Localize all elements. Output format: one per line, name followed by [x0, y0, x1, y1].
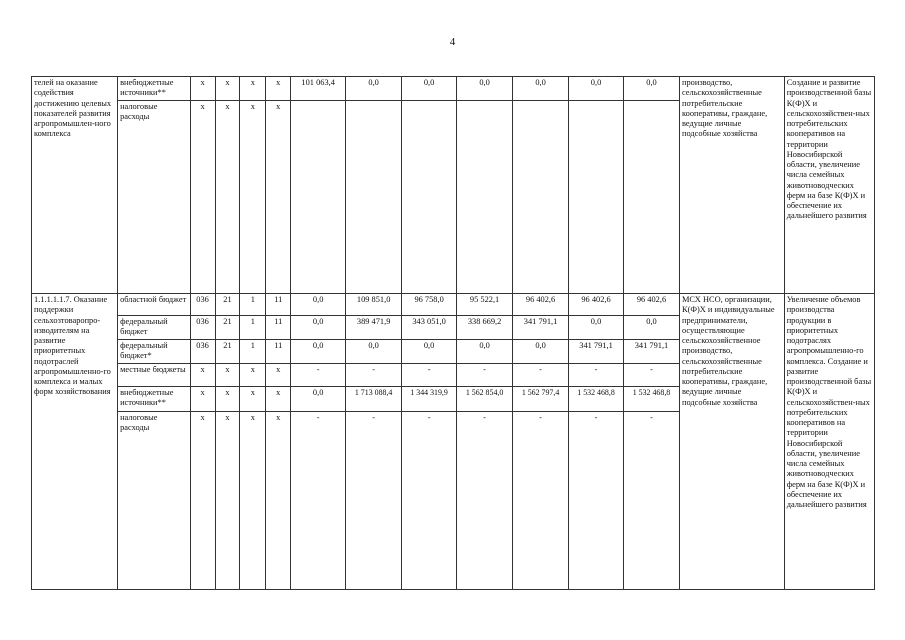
code-pp-cell: x [240, 77, 266, 101]
code-om-cell: x [266, 100, 291, 294]
value-cell: 0,0 [291, 340, 346, 364]
code-pp-cell: x [240, 364, 266, 387]
value-cell: 0,0 [291, 316, 346, 340]
value-cell: 1 344 319,9 [402, 387, 457, 412]
code-om-cell: 11 [266, 340, 291, 364]
code-grbs-cell: x [190, 364, 215, 387]
value-cell: 341 791,1 [569, 340, 624, 364]
value-cell: 96 402,6 [569, 294, 624, 316]
code-pp-cell: 1 [240, 340, 266, 364]
funding-source-cell: федеральный бюджет [118, 316, 191, 340]
code-om-cell: x [266, 77, 291, 101]
value-cell: 0,0 [291, 294, 346, 316]
value-cell: - [569, 412, 624, 590]
value-cell [346, 100, 402, 294]
code-grbs-cell: 036 [190, 316, 215, 340]
code-grbs-cell: x [190, 387, 215, 412]
code-pp-cell: x [240, 100, 266, 294]
executors-cell: производство, сельскохозяйственные потребительские кооперативы, граждане, ведущие личные подсобные хозяйства [679, 77, 784, 294]
code-grbs-cell: x [190, 412, 215, 590]
value-cell: 1 562 797,4 [513, 387, 569, 412]
code-om-cell: x [266, 364, 291, 387]
code-om-cell: 11 [266, 316, 291, 340]
code-gp-cell: 21 [215, 316, 240, 340]
code-gp-cell: 21 [215, 340, 240, 364]
value-cell: 95 522,1 [457, 294, 513, 316]
value-cell: 0,0 [402, 77, 457, 101]
code-pp-cell: 1 [240, 316, 266, 340]
value-cell: - [569, 364, 624, 387]
value-cell: 0,0 [346, 77, 402, 101]
code-grbs-cell: 036 [190, 294, 215, 316]
expected-result-cell: Создание и развитие производственной базы К(Ф)Х и сельскохозяйствен-ных потребительских кооперативов на территории Новосибирской области, увеличение числа семейных животноводческих ферм на базе К(Ф)Х и обеспечение их дальнейшего развития [784, 77, 874, 294]
funding-source-cell: местные бюджеты [118, 364, 191, 387]
value-cell: 109 851,0 [346, 294, 402, 316]
funding-source-cell: налоговые расходы [118, 412, 191, 590]
code-pp-cell: x [240, 387, 266, 412]
code-om-cell: 11 [266, 294, 291, 316]
value-cell: - [291, 412, 346, 590]
value-cell: 0,0 [513, 340, 569, 364]
funding-source-cell: областной бюджет [118, 294, 191, 316]
funding-source-cell: внебюджетные источники** [118, 387, 191, 412]
value-cell [291, 100, 346, 294]
value-cell: 0,0 [624, 77, 680, 101]
value-cell [457, 100, 513, 294]
value-cell: 0,0 [291, 387, 346, 412]
value-cell: 0,0 [402, 340, 457, 364]
code-gp-cell: x [215, 387, 240, 412]
code-om-cell: x [266, 387, 291, 412]
value-cell: 0,0 [569, 316, 624, 340]
value-cell: - [346, 364, 402, 387]
value-cell: - [624, 364, 680, 387]
value-cell: 338 669,2 [457, 316, 513, 340]
value-cell: - [513, 412, 569, 590]
value-cell: 96 758,0 [402, 294, 457, 316]
code-pp-cell: 1 [240, 294, 266, 316]
expected-result-cell: Увеличение объемов производства продукции в приоритетных подотраслях агропромышленно-го комплекса. Создание и развитие производственной базы К(Ф)Х и сельскохозяйствен-ных потребительских кооперативов на территории Новосибирской области, увеличение числа семейных животноводческих ферм на базе К(Ф)Х и обеспечение их дальнейшего развития [784, 294, 874, 590]
value-cell: - [624, 412, 680, 590]
value-cell: 1 562 854,0 [457, 387, 513, 412]
table-row [32, 77, 875, 101]
code-gp-cell: x [215, 100, 240, 294]
value-cell: 101 063,4 [291, 77, 346, 101]
measure-name-cell: 1.1.1.1.1.7. Оказание поддержки сельхозтоваропро-изводителям на развитие приоритетных подотраслей агропромышленно-го комплекса и малых форм хозяйствования [32, 294, 118, 590]
value-cell: 343 051,0 [402, 316, 457, 340]
program-measures-table [31, 76, 875, 590]
table-row [32, 294, 875, 316]
code-om-cell: x [266, 412, 291, 590]
measure-name-cell: телей на оказание содействия достижению целевых показателей развития агропромышлен-ного комплекса [32, 77, 118, 294]
code-gp-cell: x [215, 412, 240, 590]
value-cell: - [346, 412, 402, 590]
value-cell: 0,0 [513, 77, 569, 101]
value-cell [513, 100, 569, 294]
value-cell: 0,0 [569, 77, 624, 101]
value-cell: 1 532 468,8 [624, 387, 680, 412]
code-pp-cell: x [240, 412, 266, 590]
value-cell: 0,0 [457, 77, 513, 101]
value-cell: 1 532 468,8 [569, 387, 624, 412]
funding-source-cell: федеральный бюджет* [118, 340, 191, 364]
value-cell: 341 791,1 [513, 316, 569, 340]
value-cell: 1 713 088,4 [346, 387, 402, 412]
value-cell: - [457, 412, 513, 590]
value-cell: 96 402,6 [513, 294, 569, 316]
value-cell: 96 402,6 [624, 294, 680, 316]
value-cell: - [457, 364, 513, 387]
value-cell: 0,0 [624, 316, 680, 340]
value-cell: - [513, 364, 569, 387]
executors-cell: МСХ НСО, организации, К(Ф)Х и индивидуальные предприниматели, осуществляющие сельскохозяйственное производство, сельскохозяйственные потребительские кооперативы, граждане, ведущие личные подсобные хозяйства [679, 294, 784, 590]
value-cell [624, 100, 680, 294]
value-cell [569, 100, 624, 294]
value-cell: 0,0 [457, 340, 513, 364]
value-cell: 341 791,1 [624, 340, 680, 364]
value-cell: 0,0 [346, 340, 402, 364]
value-cell: - [402, 364, 457, 387]
value-cell: 389 471,9 [346, 316, 402, 340]
funding-source-cell: внебюджетные источники** [118, 77, 191, 101]
funding-source-cell: налоговые расходы [118, 100, 191, 294]
value-cell: - [291, 364, 346, 387]
code-grbs-cell: x [190, 77, 215, 101]
page-number: 4 [449, 36, 456, 48]
value-cell [402, 100, 457, 294]
code-gp-cell: x [215, 364, 240, 387]
code-gp-cell: x [215, 77, 240, 101]
value-cell: - [402, 412, 457, 590]
code-grbs-cell: 036 [190, 340, 215, 364]
code-gp-cell: 21 [215, 294, 240, 316]
code-grbs-cell: x [190, 100, 215, 294]
